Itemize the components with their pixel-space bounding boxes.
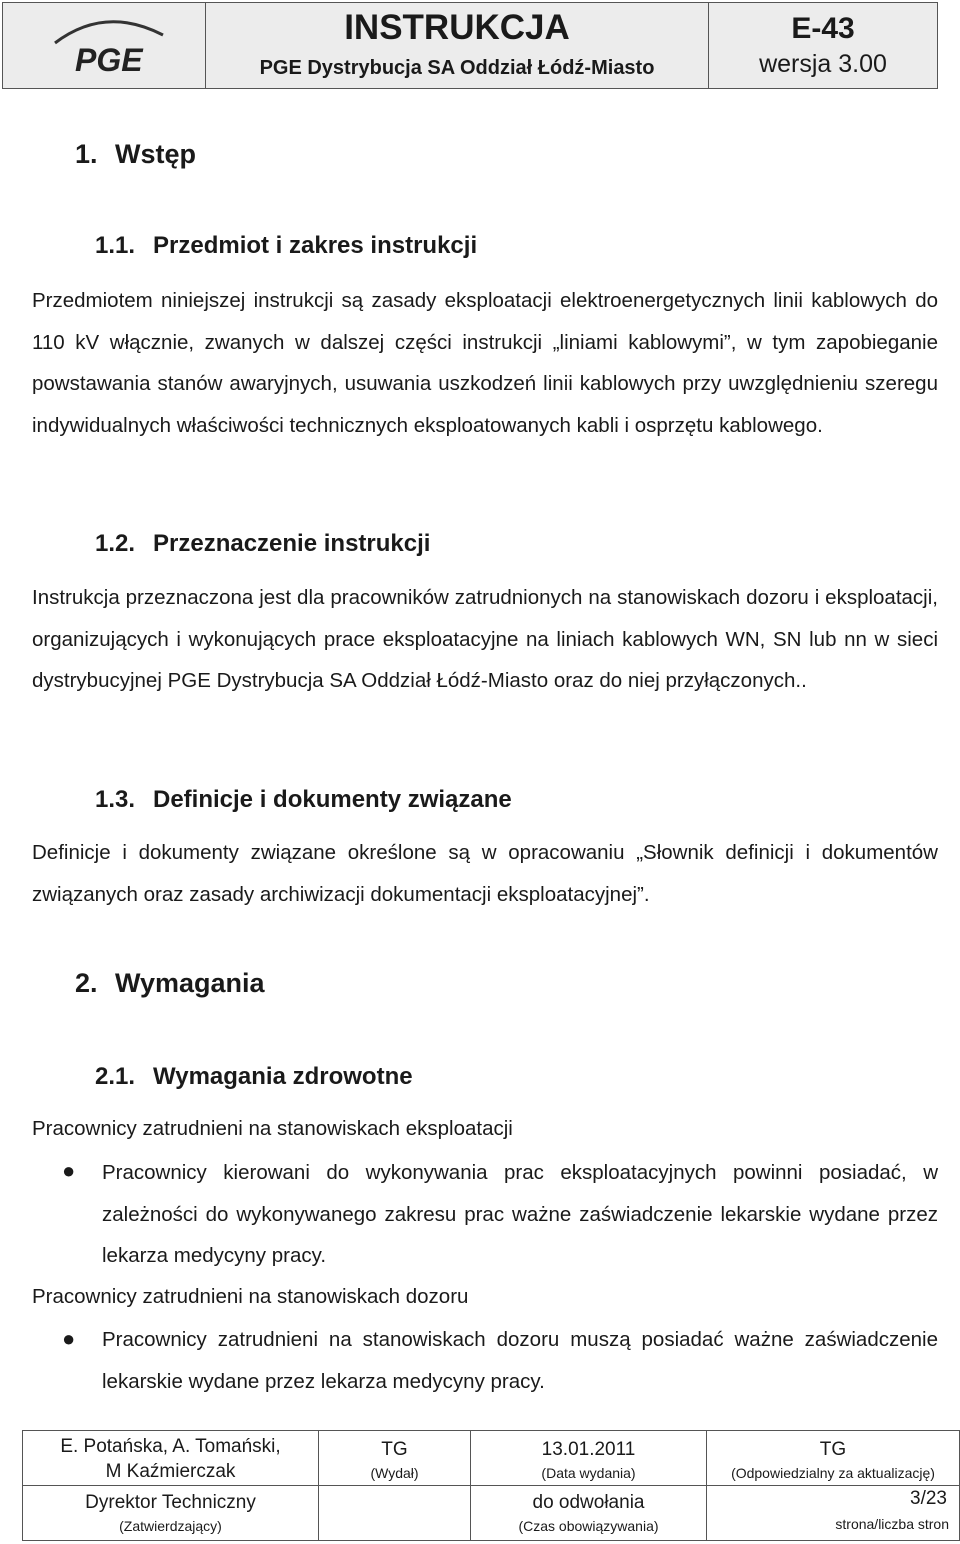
logo-text: PGE: [75, 42, 143, 75]
approver: Dyrektor Techniczny: [85, 1492, 256, 1513]
issued-by-cell: [319, 1431, 471, 1486]
page-cell: [707, 1486, 959, 1540]
authors-line-1: E. Potańska, A. Tomański,: [60, 1436, 281, 1457]
section-number: 1.1.: [95, 232, 136, 259]
bullet-item: Pracownicy zatrudnieni na stanowiskach dozoru muszą posiadać ważne zaświadczenie lekarskie wydane przez lekarza medycyny pracy.: [102, 1328, 938, 1393]
section-number: 1.: [75, 139, 98, 169]
section-title: Definicje i dokumenty związane: [153, 786, 512, 813]
document-title: INSTRUKCJA: [344, 8, 570, 47]
document-footer: [22, 1430, 960, 1541]
paragraph-scope: Przedmiotem niniejszej instrukcji są zasady eksploatacji elektroenergetycznych linii kablowych do 110 kV włącznie, zwanych w dalszej części instrukcji „liniami kablowymi”, w tym zapobieganie powstawania stanów awaryjnych, usuwania uszkodzeń linii kablowych przy uwzględnieniu szeregu indywidualnych właściwości technicznych eksploatowanych kabli i osprzętu kablowego.: [32, 289, 938, 437]
bullet-icon: ●: [62, 1326, 76, 1351]
page-number-label: strona/liczba stron: [835, 1516, 949, 1532]
section-title: Przeznaczenie instrukcji: [153, 530, 431, 557]
issued-by-label: (Wydał): [370, 1465, 419, 1481]
responsible: TG: [819, 1439, 847, 1460]
section-number: 2.: [75, 968, 98, 998]
approver-cell: [23, 1486, 319, 1540]
issue-date-cell: [471, 1431, 707, 1486]
validity-cell: [471, 1486, 707, 1540]
empty-cell: [319, 1486, 471, 1540]
section-number: 2.1.: [95, 1063, 136, 1090]
paragraph-supervision-staff: Pracownicy zatrudnieni na stanowiskach dozoru: [32, 1285, 469, 1308]
page-number: 3/23: [910, 1488, 947, 1509]
title-cell: [206, 3, 709, 88]
section-heading-2: [75, 968, 265, 999]
section-heading-1: [75, 139, 196, 170]
section-title: Wstęp: [115, 139, 196, 169]
section-title: Wymagania: [115, 968, 265, 998]
pge-logo: [45, 13, 175, 75]
section-title: Wymagania zdrowotne: [153, 1063, 413, 1090]
logo-cell: [3, 3, 206, 88]
section-number: 1.2.: [95, 530, 136, 557]
paragraph-operations-staff: Pracownicy zatrudnieni na stanowiskach eksploatacji: [32, 1117, 513, 1140]
issued-by: TG: [381, 1439, 408, 1460]
bullet-item: Pracownicy kierowani do wykonywania prac eksploatacyjnych powinni posiadać, w zależności do wykonywanego zakresu prac ważne zaświadczenie lekarskie wydane przez lekarza medycyny pracy.: [102, 1161, 938, 1267]
section-title: Przedmiot i zakres instrukcji: [153, 232, 478, 259]
bullet-icon: ●: [62, 1158, 76, 1183]
responsible-cell: [707, 1431, 959, 1486]
section-heading-2-1: [95, 1063, 413, 1091]
issue-date-label: (Data wydania): [541, 1465, 636, 1481]
section-number: 1.3.: [95, 786, 136, 813]
authors-cell: [23, 1431, 319, 1486]
document-code: E-43: [791, 12, 855, 45]
organization-name: PGE Dystrybucja SA Oddział Łódź-Miasto: [259, 57, 655, 79]
responsible-label: (Odpowiedzialny za aktualizację): [731, 1465, 935, 1481]
code-cell: [709, 3, 937, 88]
section-heading-1-1: [95, 232, 477, 260]
issue-date: 13.01.2011: [541, 1439, 636, 1460]
authors-line-2: M Kaźmierczak: [105, 1461, 236, 1482]
section-heading-1-3: [95, 786, 512, 814]
validity-label: (Czas obowiązywania): [518, 1518, 659, 1534]
approver-label: (Zatwierdzający): [119, 1518, 222, 1534]
validity: do odwołania: [532, 1492, 645, 1513]
document-header: [2, 2, 938, 89]
section-heading-1-2: [95, 530, 430, 558]
paragraph-purpose: Instrukcja przeznaczona jest dla pracowników zatrudnionych na stanowiskach dozoru i eksploatacji, organizujących i wykonujących prace eksploatacyjne na liniach kablowych WN, SN lub nn w sieci dystrybucyjnej PGE Dystrybucja SA Oddział Łódź-Miasto oraz do niej przyłączonych..: [32, 586, 938, 692]
paragraph-definitions: Definicje i dokumenty związane określone są w opracowaniu „Słownik definicji i dokumentów związanych oraz zasady archiwizacji dokumentacji eksploatacyjnej”.: [32, 841, 938, 906]
document-version: wersja 3.00: [759, 50, 887, 78]
